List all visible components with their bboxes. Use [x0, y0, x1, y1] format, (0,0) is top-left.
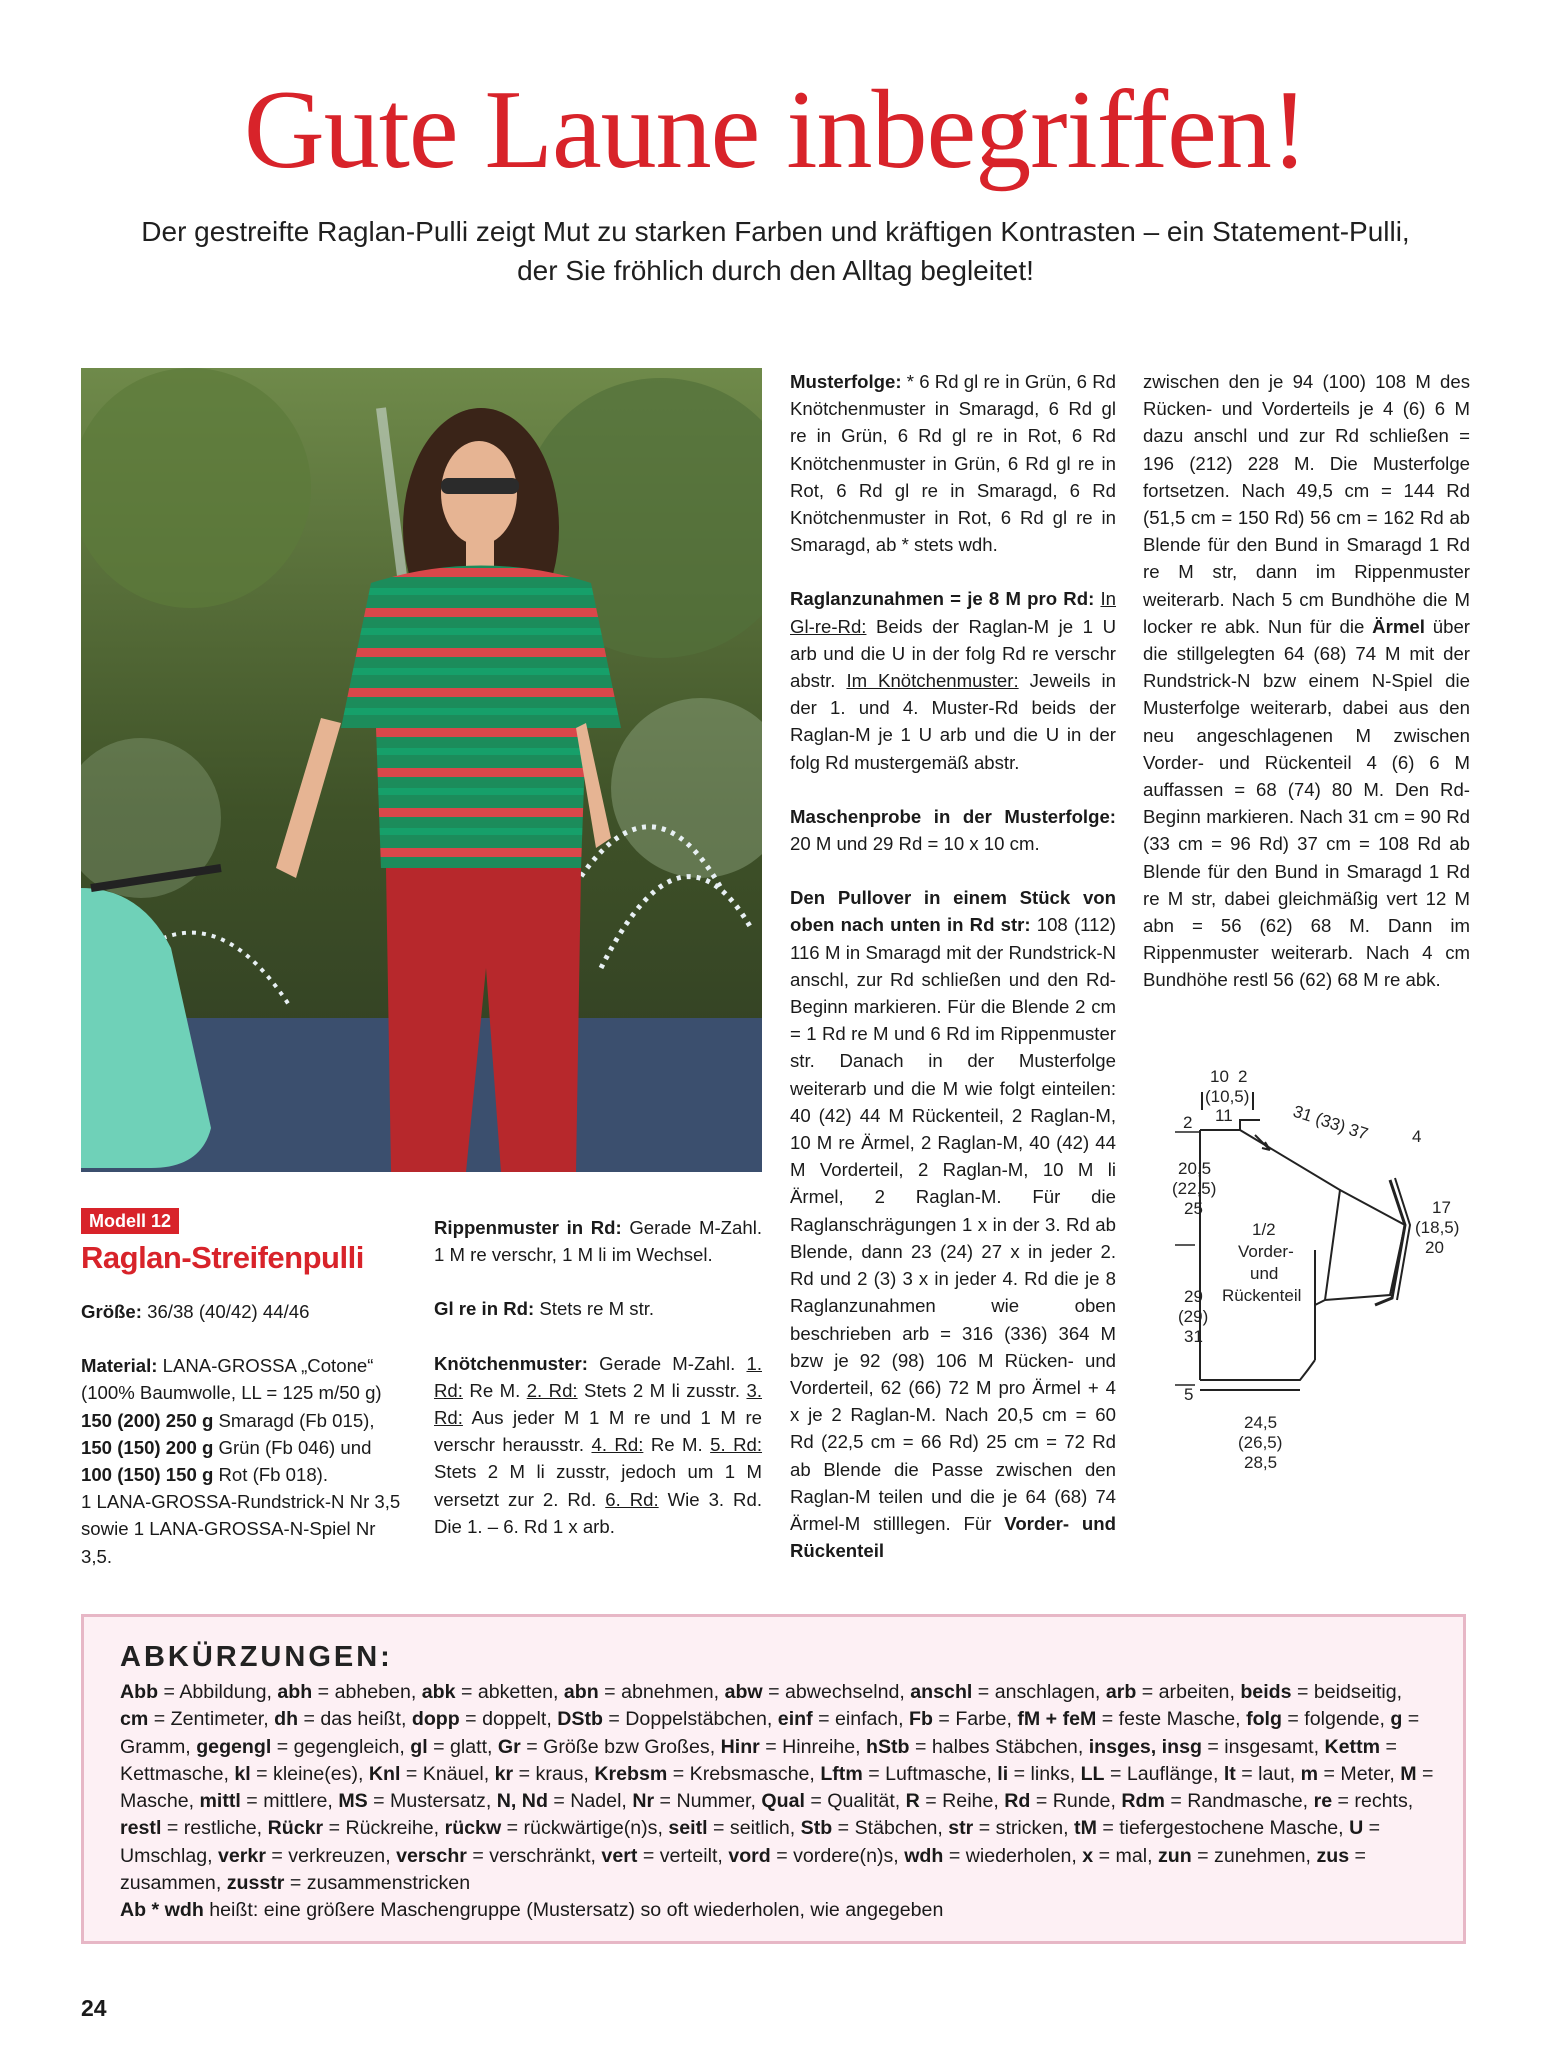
abbreviation-term: Fb — [909, 1708, 933, 1731]
abbreviation-term: abw — [724, 1681, 763, 1703]
knot-paragraph — [434, 1350, 762, 1540]
abbreviation-meaning: = vordere(n)s, — [770, 1844, 905, 1867]
abbreviation-item — [422, 1681, 564, 1703]
yarn-2-text: Grün (Fb 046) und — [213, 1436, 372, 1458]
abbreviation-item — [761, 1790, 905, 1812]
abbreviation-item — [497, 1790, 633, 1812]
knot-round-1-text: Re M. — [462, 1379, 527, 1401]
abbreviation-item — [218, 1845, 396, 1867]
abbreviation-meaning: = Luftmasche, — [862, 1762, 998, 1785]
abbreviation-term: m — [1300, 1762, 1319, 1785]
abbreviation-term: vert — [601, 1844, 638, 1867]
model-badge: Modell 12 — [81, 1208, 179, 1234]
abbreviation-term: zus — [1316, 1844, 1350, 1867]
abbreviation-item — [910, 1681, 1106, 1703]
abbreviation-meaning: = Hinreihe, — [759, 1735, 866, 1758]
abbreviation-meaning: = kleine(es), — [250, 1762, 369, 1785]
abbreviation-term: restl — [120, 1817, 162, 1840]
abbreviation-term: re — [1313, 1790, 1333, 1813]
rib-paragraph — [434, 1214, 762, 1268]
sizing-schematic — [1140, 1050, 1480, 1490]
knot-round-3: 3. Rd: — [434, 1379, 762, 1429]
abbreviation-meaning: = mittlere, — [240, 1790, 339, 1813]
abbreviation-item — [369, 1763, 495, 1785]
abbreviation-item — [1017, 1708, 1246, 1730]
dim-sleeve-top: 31 (33) 37 — [1290, 1101, 1371, 1144]
yarn-2-amount: 150 (150) 200 g — [81, 1436, 214, 1458]
abbreviation-term: abn — [563, 1681, 599, 1703]
abbreviation-item — [1106, 1681, 1241, 1703]
abbreviation-item — [227, 1872, 470, 1894]
abbreviation-term: vord — [728, 1844, 771, 1867]
abbreviation-meaning: = Zentimeter, — [148, 1708, 275, 1731]
abbreviation-meaning: = mal, — [1093, 1844, 1158, 1867]
abbreviation-item — [721, 1736, 866, 1758]
knot-round-2-text: Stets 2 M li zusstr. — [577, 1379, 747, 1401]
abbreviation-meaning: = einfach, — [812, 1708, 910, 1731]
abbreviation-meaning: = zunehmen, — [1191, 1844, 1317, 1867]
abbreviation-meaning: = Masche, — [120, 1762, 1434, 1813]
column-patterns — [434, 1214, 762, 1567]
dim-top-c: (10,5) — [1205, 1087, 1250, 1106]
intro-line-1: Der gestreifte Raglan-Pulli zeigt Mut zu starken Farben und kräftigen Kontrasten – ein Statement-Pulli, — [141, 216, 1410, 247]
abbreviation-item — [234, 1763, 369, 1785]
abbreviation-term: Rd — [1004, 1790, 1031, 1813]
abbreviation-meaning: = Runde, — [1030, 1790, 1122, 1813]
abbreviation-item — [909, 1708, 1017, 1730]
abbreviation-meaning: = Stäbchen, — [832, 1817, 949, 1840]
dim-top-d: 11 — [1215, 1106, 1233, 1125]
abbreviation-meaning: = rechts, — [1332, 1790, 1414, 1813]
abbreviation-term: seitl — [668, 1817, 708, 1840]
abbreviation-meaning: = abheben, — [312, 1681, 422, 1703]
abbreviation-term: str — [948, 1817, 974, 1840]
abbreviation-item — [594, 1763, 820, 1785]
abbreviation-item — [632, 1790, 761, 1812]
raglan-paragraph — [790, 585, 1116, 775]
abbreviation-term: gegengl — [196, 1735, 272, 1758]
material-text: LANA-GROSSA „Cotone“ (100% Baumwolle, LL = 125 m/50 g) — [81, 1355, 382, 1404]
abbreviation-term: R — [905, 1790, 920, 1813]
abbreviation-item — [1074, 1817, 1349, 1839]
gauge-label: Maschenprobe in der Musterfolge: — [790, 805, 1116, 827]
abbreviation-item — [1004, 1790, 1121, 1812]
dim-sleeve-4: 4 — [1412, 1127, 1422, 1146]
knot-round-1: 1. Rd: — [434, 1352, 762, 1401]
abbreviation-item — [412, 1708, 557, 1730]
abbreviation-meaning: = Gramm, — [120, 1708, 1420, 1758]
dim-left-a3: 25 — [1184, 1199, 1203, 1218]
abbreviation-item — [1301, 1763, 1401, 1785]
abbreviation-item — [498, 1736, 721, 1758]
yarn-1-amount: 150 (200) 250 g — [81, 1409, 214, 1431]
abbreviation-term: abh — [277, 1681, 313, 1703]
dim-bottom-1: 24,5 — [1244, 1413, 1278, 1432]
abbreviation-term: lt — [1223, 1762, 1236, 1785]
abbreviation-item — [274, 1708, 412, 1730]
abbreviation-term: Gr — [497, 1735, 521, 1758]
abbreviation-meaning: = wiederholen, — [943, 1844, 1083, 1867]
abbreviation-item — [1089, 1736, 1325, 1758]
abbreviation-item — [997, 1763, 1080, 1785]
knot-label: Knötchenmuster: — [434, 1352, 588, 1374]
knot-round-5: 5. Rd: — [710, 1434, 763, 1456]
abbreviation-term: cm — [120, 1708, 149, 1731]
column-materials — [81, 1298, 408, 1597]
abbreviation-term: Krebsm — [594, 1762, 668, 1785]
yarn-3-amount: 100 (150) 150 g — [81, 1464, 214, 1486]
column-instructions-2 — [1143, 368, 1470, 1021]
dim-bottom-2: (26,5) — [1238, 1433, 1283, 1452]
abbreviation-item — [725, 1681, 911, 1703]
abbreviation-term: insges, insg — [1088, 1735, 1202, 1758]
dim-right-a1: 17 — [1432, 1198, 1451, 1217]
abbreviation-meaning: = seitlich, — [707, 1817, 801, 1840]
abbreviation-term: N, Nd — [496, 1790, 548, 1813]
abbreviation-term: zusstr — [226, 1872, 285, 1895]
abbreviation-meaning: = gegengleich, — [271, 1735, 411, 1758]
knot-round-3-text: Aus jeder M 1 M re und 1 M re verschr herausstr. — [434, 1407, 762, 1456]
raglan-sub-2: Im Knötchenmuster: — [846, 670, 1019, 692]
yarn-3-text: Rot (Fb 018). — [213, 1464, 329, 1486]
abbreviation-item — [196, 1736, 410, 1758]
abbreviation-meaning: = stricken, — [973, 1817, 1075, 1840]
abbreviation-term: U — [1349, 1817, 1364, 1840]
label-line-2: Vorder- — [1238, 1242, 1294, 1261]
abbreviation-meaning: = Krebsmasche, — [667, 1762, 821, 1785]
dim-left-b1: 29 — [1184, 1287, 1203, 1306]
abbreviation-meaning: = Nadel, — [547, 1790, 633, 1813]
abbreviation-meaning: = anschlagen, — [972, 1681, 1106, 1703]
abbreviation-meaning: = doppelt, — [459, 1708, 558, 1731]
continuation-text-2: über die stillgelegten 64 (68) 74 M mit der Rundstrick-N bzw einem N-Spiel die Musterfolge weiterarb, dabei aus den neu angeschlagenen M zwischen Vorder- und Rückenteil 4 (6) 6 M auffassen = 68 (74) 80 M. Den Rd-Beginn markieren. Nach 31 cm = 90 Rd (33 cm = 96 Rd) 37 cm = 108 Rd ab Blende für den Bund in Smaragd 1 Rd re M str, dabei gleichmäßig vert 12 M abn = 56 (62) 68 M. Dann im Rippenmuster weiterarb. Nach 4 cm Bundhöhe restl 56 (62) 68 M re abk. — [1143, 615, 1470, 991]
abbreviation-term: Rdm — [1121, 1790, 1165, 1813]
abbreviation-item — [948, 1817, 1074, 1839]
model-photo — [81, 368, 762, 1172]
abbreviation-item — [120, 1817, 268, 1839]
page-number: 24 — [81, 1995, 107, 2021]
abbreviation-meaning: = das heißt, — [298, 1708, 412, 1731]
abbreviation-term: beids — [1240, 1681, 1292, 1703]
abbreviation-item — [1081, 1763, 1224, 1785]
abbreviation-term: M — [1400, 1762, 1417, 1785]
abbreviation-item — [557, 1708, 778, 1730]
abbreviation-item — [820, 1763, 997, 1785]
abbreviation-meaning: = zusammenstricken — [284, 1872, 471, 1895]
abbreviation-meaning: = abketten, — [455, 1681, 564, 1703]
abbreviation-term: MS — [338, 1790, 368, 1813]
abbreviation-meaning: = glatt, — [427, 1735, 498, 1758]
abbreviation-meaning: = Abbildung, — [158, 1681, 278, 1703]
abbreviation-term: verschr — [396, 1844, 467, 1867]
dim-right-a3: 20 — [1425, 1238, 1444, 1257]
pullover-bold-end: Vorder- und Rückenteil — [790, 1512, 1116, 1562]
raglan-text-1: Beids der Raglan-M je 1 U arb und die U in der folg Rd re verschr abstr. — [790, 615, 1116, 692]
abbreviation-item — [668, 1817, 800, 1839]
abbreviation-item — [1121, 1790, 1313, 1812]
abbreviation-term: Hinr — [720, 1735, 760, 1758]
abbreviation-item — [906, 1790, 1005, 1812]
pattern-sequence-paragraph — [790, 368, 1116, 558]
label-line-4: Rückenteil — [1222, 1286, 1302, 1305]
abbreviation-term: Kettm — [1324, 1735, 1381, 1758]
abbreviation-item — [866, 1736, 1089, 1758]
abbreviation-term: Abb — [120, 1681, 159, 1703]
abbreviation-item — [728, 1845, 904, 1867]
abbreviation-meaning: = kraus, — [513, 1762, 595, 1785]
abbreviation-term: DStb — [557, 1708, 603, 1731]
abbreviation-term: kl — [234, 1762, 251, 1785]
dim-left-b3: 31 — [1184, 1327, 1203, 1346]
pattern-sequence-label: Musterfolge: — [790, 371, 902, 392]
dim-left-a1: 20,5 — [1178, 1159, 1212, 1178]
abbreviation-term: Stb — [800, 1817, 833, 1840]
abbreviation-term: dopp — [411, 1708, 460, 1731]
abbreviation-meaning: = verteilt, — [637, 1844, 729, 1867]
abbreviation-item — [268, 1817, 445, 1839]
abbreviation-term: hStb — [865, 1735, 910, 1758]
abbreviation-term: g — [1390, 1708, 1403, 1731]
continuation-paragraph — [1143, 368, 1470, 994]
raglan-text-2: Jeweils in der 1. und 4. Muster-Rd beids der Raglan-M je 1 U arb und die U in der folg Rd mustergemäß abstr. — [790, 670, 1116, 773]
knot-round-6-text: Wie 3. Rd. Die 1. – 6. Rd 1 x arb. — [434, 1488, 762, 1537]
intro-text — [120, 212, 1431, 290]
pullover-paragraph — [790, 884, 1116, 1564]
abbreviation-term: wdh — [904, 1844, 944, 1867]
abbreviation-item — [1224, 1763, 1301, 1785]
material-paragraph — [81, 1352, 408, 1570]
abbreviation-item — [120, 1708, 274, 1730]
label-line-1: 1/2 — [1252, 1220, 1276, 1239]
abbreviation-term: Nr — [632, 1790, 655, 1813]
abbreviation-meaning: = Lauflänge, — [1104, 1762, 1224, 1785]
dim-left-b2: (29) — [1178, 1307, 1209, 1326]
knot-round-4: 4. Rd: — [591, 1434, 644, 1456]
abbreviation-meaning: = beidseitig, — [1291, 1681, 1403, 1703]
page-title: Gute Laune inbegriffen! — [243, 68, 1308, 192]
abbreviation-meaning: = Größe bzw Großes, — [520, 1735, 721, 1758]
knot-round-2: 2. Rd: — [526, 1379, 578, 1401]
abbreviation-meaning: = rückwärtige(n)s, — [501, 1817, 669, 1840]
abbreviation-item — [120, 1681, 277, 1703]
size-label: Größe: — [81, 1301, 142, 1322]
gauge-text: 20 M und 29 Rd = 10 x 10 cm. — [790, 833, 1040, 855]
abbreviation-meaning: = zusammen, — [120, 1844, 1366, 1895]
abbreviation-term: mittl — [199, 1790, 241, 1813]
raglan-sub-1: In Gl-re-Rd: — [790, 588, 1116, 637]
abbreviation-item — [601, 1845, 728, 1867]
knot-round-5-text: Stets 2 M li zusstr, jedoch um 1 M versetzt zur 2. Rd. — [434, 1461, 762, 1510]
abbreviation-item — [410, 1736, 498, 1758]
abbreviation-meaning: = arbeiten, — [1136, 1681, 1241, 1703]
pullover-label: Den Pullover in einem Stück von oben nach unten in Rd str: — [790, 887, 1116, 936]
abbreviation-meaning: = tiefergestochene Masche, — [1096, 1817, 1350, 1840]
pattern-sequence-text: * 6 Rd gl re in Grün, 6 Rd Knötchenmuster in Smaragd, 6 Rd gl re in Grün, 6 Rd gl re in Rot, 6 Rd Knötchenmuster in Grün, 6 Rd gl re in Rot, 6 Rd gl re in Smaragd, 6 Rd Knötchenmuster in Rot, 6 Rd gl re in Smaragd, ab * stets wdh. — [790, 371, 1116, 556]
material-label: Material: — [81, 1355, 158, 1377]
abbreviation-term: folg — [1246, 1708, 1282, 1731]
abbreviation-term: li — [997, 1762, 1009, 1785]
abbreviation-meaning: = Farbe, — [932, 1708, 1018, 1731]
abbreviation-item — [445, 1817, 669, 1839]
abbreviation-term: LL — [1080, 1762, 1105, 1785]
abbreviation-item — [1240, 1681, 1402, 1703]
glre-paragraph — [434, 1295, 762, 1322]
abbreviation-meaning: = halbes Stäbchen, — [909, 1735, 1089, 1758]
dim-left-5: 5 — [1184, 1385, 1194, 1404]
abbreviation-item — [564, 1681, 725, 1703]
abbreviations-items — [120, 1681, 1434, 1894]
abbreviations-box — [81, 1614, 1466, 1944]
abbreviation-term: Rückr — [267, 1817, 324, 1840]
dim-top-a: 10 — [1210, 1067, 1229, 1086]
abbreviation-meaning: = insgesamt, — [1201, 1735, 1325, 1758]
model-title: Raglan-Streifenpulli — [81, 1240, 364, 1275]
abbreviation-meaning: = Knäuel, — [400, 1762, 495, 1785]
rib-label: Rippenmuster in Rd: — [434, 1217, 622, 1238]
abbreviation-meaning: = Reihe, — [919, 1790, 1005, 1813]
label-line-3: und — [1250, 1264, 1279, 1283]
abbreviation-meaning: = feste Masche, — [1096, 1708, 1247, 1731]
abbreviation-term: anschl — [910, 1681, 973, 1703]
column-instructions-1 — [790, 368, 1116, 1591]
knot-text: Gerade M-Zahl. — [587, 1352, 747, 1374]
continuation-text-1: zwischen den je 94 (100) 108 M des Rücken- und Vorderteils je 4 (6) 6 M dazu anschl und zur Rd schließen = 196 (212) 228 M. Die Musterfolge fortsetzen. Nach 49,5 cm = 144 Rd (51,5 cm = 150 Rd) 56 cm = 162 Rd ab Blende für den Bund in Smaragd 1 Rd re M str, dann im Rippenmuster weiterarb. Nach 5 cm Bundhöhe die M locker re abk. Nun für die — [1143, 371, 1470, 637]
abbreviation-term: Lftm — [820, 1762, 863, 1785]
abbreviation-meaning: = laut, — [1235, 1762, 1301, 1785]
abbreviation-term: zun — [1157, 1844, 1192, 1867]
abbreviation-meaning: = restliche, — [161, 1817, 268, 1840]
abbreviation-item — [778, 1708, 909, 1730]
abbreviation-meaning: = Qualität, — [804, 1790, 906, 1813]
abbreviations-title: ABKÜRZUNGEN: — [120, 1641, 393, 1673]
abbreviation-meaning: = Randmasche, — [1164, 1790, 1314, 1813]
abbreviation-item — [396, 1845, 601, 1867]
abbreviation-meaning: = Kettmasche, — [120, 1735, 1397, 1785]
abbreviation-item — [277, 1681, 421, 1703]
yarn-1-text: Smaragd (Fb 015), — [213, 1409, 375, 1431]
abbreviation-term: tM — [1074, 1817, 1097, 1840]
dim-left-a2: (22,5) — [1172, 1179, 1217, 1198]
abbreviation-term: einf — [777, 1708, 813, 1731]
pullover-text: 108 (112) 116 M in Smaragd mit der Rundstrick-N anschl, zur Rd schließen und den Rd-Beginn markieren. Für die Blende 2 cm = 1 Rd re M und 6 Rd im Rippenmuster str. Danach in der Musterfolge weiterarb und die M wie folgt einteilen: 40 (42) 44 M Rückenteil, 2 Raglan-M, 10 M re Ärmel, 2 Raglan-M, 40 (42) 44 M Vorderteil, 2 Raglan-M, 10 M li Ärmel, 2 Raglan-M. Für die Raglanschrägungen 1 x in der 3. Rd ab Blende, dann 23 (24) 27 x in jeder 2. Rd und 2 (3) 3 x in jeder 4. Rd die je 8 Raglanzunahmen wie oben beschrieben arb = 316 (336) 364 M bzw je 92 (98) 106 M Rücken- und Vorderteil, 62 (66) 72 M pro Ärmel + 4 x je 2 Raglan-M. Nach 20,5 cm = 60 Rd (22,5 cm = 66 Rd) 25 cm = 72 Rd ab Blende die Passe zwischen den Raglan-M teilen und die je 64 (68) 74 Ärmel-M stilllegen. Für — [790, 914, 1116, 1534]
abbreviations-last-text: heißt: eine größere Maschengruppe (Mustersatz) so oft wiederholen, wie angegeben — [203, 1899, 944, 1922]
size-paragraph — [81, 1298, 408, 1325]
abbreviation-meaning: = abwechselnd, — [762, 1681, 911, 1703]
abbreviation-item — [495, 1763, 595, 1785]
rib-text: Gerade M-Zahl. 1 M re verschr, 1 M li im Wechsel. — [434, 1217, 762, 1266]
abbreviation-meaning: = links, — [1008, 1762, 1081, 1785]
needles-text: 1 LANA-GROSSA-Rundstrick-N Nr 3,5 sowie 1 LANA-GROSSA-N-Spiel Nr 3,5. — [81, 1491, 401, 1567]
abbreviation-term: abk — [421, 1681, 456, 1703]
abbreviations-list — [120, 1679, 1435, 1925]
abbreviation-term: arb — [1105, 1681, 1137, 1703]
abbreviation-meaning: = verschränkt, — [466, 1844, 602, 1867]
abbreviation-meaning: = verkreuzen, — [265, 1844, 397, 1867]
size-text: 36/38 (40/42) 44/46 — [141, 1301, 310, 1322]
abbreviation-item — [338, 1790, 496, 1812]
glre-text: Stets re M str. — [534, 1298, 655, 1320]
abbreviation-meaning: = Umschlag, — [120, 1817, 1381, 1867]
abbreviation-meaning: = Nummer, — [654, 1790, 762, 1813]
abbreviation-term: verkr — [218, 1844, 266, 1867]
dim-top-b: 2 — [1238, 1067, 1248, 1086]
abbreviation-term: x — [1082, 1844, 1094, 1867]
knot-round-6: 6. Rd: — [605, 1488, 659, 1510]
abbreviation-meaning: = Meter, — [1318, 1762, 1401, 1785]
abbreviation-term: Qual — [761, 1790, 805, 1813]
dim-left-2: 2 — [1183, 1113, 1193, 1132]
abbreviation-item — [1314, 1790, 1414, 1812]
abbreviation-term: Knl — [368, 1762, 401, 1785]
abbreviation-item — [1246, 1708, 1390, 1730]
abbreviation-meaning: = folgende, — [1281, 1708, 1391, 1731]
abbreviation-meaning: = abnehmen, — [598, 1681, 725, 1703]
abbreviation-meaning: = Mustersatz, — [367, 1790, 497, 1813]
abbreviation-meaning: = Doppelstäbchen, — [602, 1708, 778, 1731]
abbreviation-term: fM + feM — [1017, 1708, 1097, 1731]
abbreviation-term: gl — [410, 1735, 428, 1758]
dim-right-a2: (18,5) — [1415, 1218, 1460, 1237]
abbreviation-item — [904, 1845, 1082, 1867]
abbreviation-item — [1158, 1845, 1316, 1867]
abbreviation-item — [1082, 1845, 1158, 1867]
abbreviations-last-bold: Ab * wdh — [120, 1899, 204, 1922]
gauge-paragraph — [790, 803, 1116, 857]
sleeves-label: Ärmel — [1372, 615, 1425, 637]
raglan-label: Raglanzunahmen = je 8 M pro Rd: — [790, 588, 1095, 610]
abbreviation-term: kr — [494, 1762, 514, 1785]
abbreviation-item — [200, 1790, 339, 1812]
glre-label: Gl re in Rd: — [434, 1298, 535, 1320]
abbreviation-meaning: = Rückreihe, — [323, 1817, 445, 1840]
intro-line-2: der Sie fröhlich durch den Alltag begleitet! — [517, 255, 1034, 286]
dim-bottom-3: 28,5 — [1244, 1453, 1278, 1472]
abbreviation-term: rückw — [444, 1817, 502, 1840]
knot-round-4-text: Re M. — [643, 1434, 711, 1456]
abbreviation-term: dh — [274, 1708, 299, 1731]
abbreviation-item — [801, 1817, 949, 1839]
